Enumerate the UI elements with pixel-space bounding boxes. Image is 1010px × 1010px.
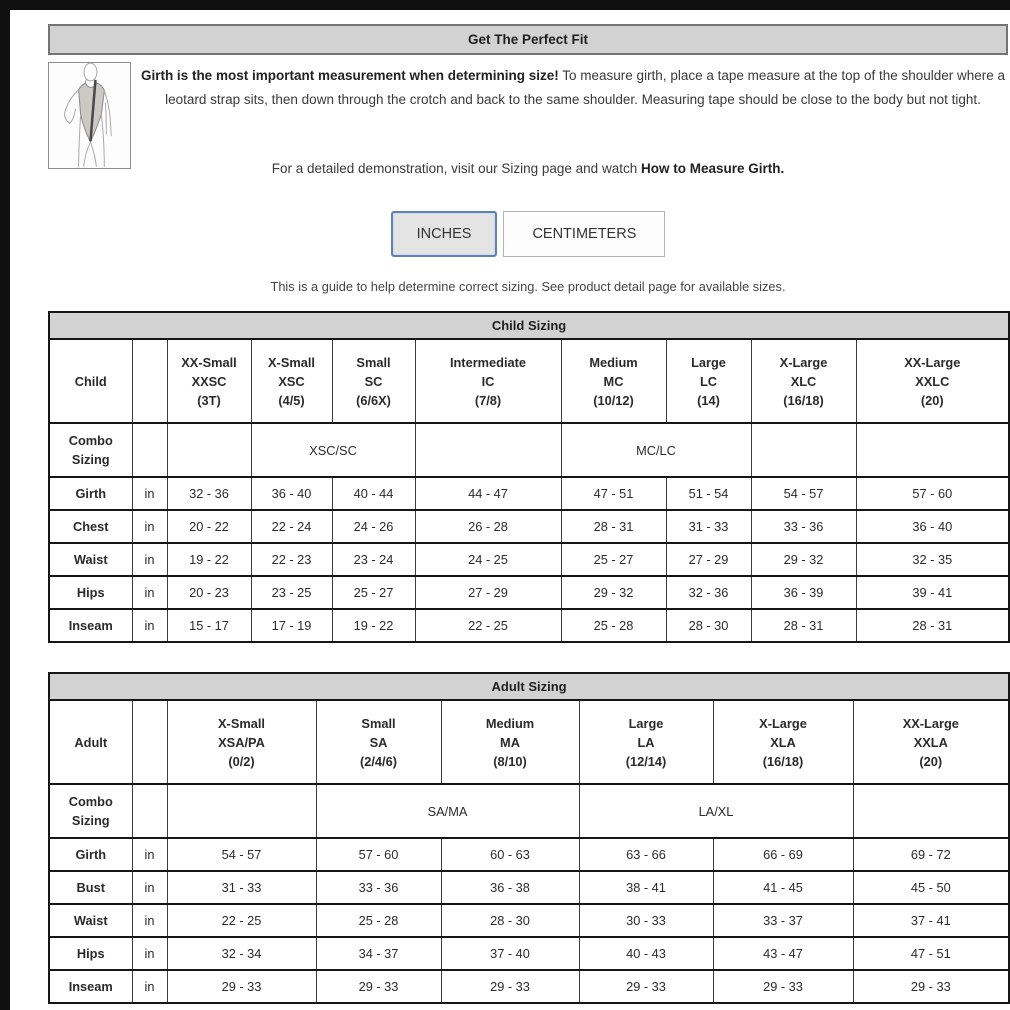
adult-size-header-cell (441, 700, 579, 784)
demo-bold-text: How to Measure Girth. (640, 161, 785, 176)
adult-size-header-line: SA (369, 734, 388, 750)
adult-value-cell: 25 - 28 (316, 904, 441, 937)
child-value-cell: 19 - 22 (332, 609, 415, 642)
adult-value-cell: 69 - 72 (853, 838, 1009, 871)
child-unit-header-cell (132, 339, 167, 423)
adult-size-header-line: XLA (770, 734, 796, 750)
adult-unit-cell: in (132, 871, 167, 904)
adult-size-header-cell (579, 700, 713, 784)
adult-size-header-line: Large (628, 715, 664, 731)
adult-size-header-line: (12/14) (625, 753, 667, 769)
adult-value-cell: 29 - 33 (316, 970, 441, 1003)
child-size-header-line: XSC (278, 373, 305, 389)
child-measurement-label: Hips (49, 576, 132, 609)
child-value-cell: 31 - 33 (666, 510, 751, 543)
child-size-header-cell (666, 339, 751, 423)
adult-size-header-line: XSA/PA (218, 734, 265, 750)
child-value-cell: 25 - 27 (332, 576, 415, 609)
adult-size-header-line: (0/2) (228, 753, 255, 769)
child-size-header-line: Large (691, 354, 726, 370)
adult-measurement-label: Hips (49, 937, 132, 970)
adult-value-cell: 43 - 47 (713, 937, 853, 970)
child-value-cell: 27 - 29 (666, 543, 751, 576)
adult-size-header-line: Medium (485, 715, 535, 731)
child-value-cell: 23 - 24 (332, 543, 415, 576)
child-unit-cell: in (132, 609, 167, 642)
child-combo-label-line: Sizing (71, 452, 110, 467)
child-unit-cell: in (132, 510, 167, 543)
adult-size-header-line: MA (500, 734, 520, 750)
child-size-header-line: (7/8) (474, 392, 502, 408)
centimeters-button[interactable]: CENTIMETERS (503, 211, 665, 257)
child-size-header-line: XXLC (915, 373, 950, 389)
child-value-cell: 25 - 28 (561, 609, 666, 642)
adult-value-cell: 29 - 33 (713, 970, 853, 1003)
child-value-cell: 15 - 17 (167, 609, 251, 642)
child-sizing-table (48, 311, 1010, 643)
adult-value-cell: 29 - 33 (853, 970, 1009, 1003)
child-combo-unit-cell (132, 423, 167, 477)
adult-value-cell: 40 - 43 (579, 937, 713, 970)
child-unit-cell: in (132, 477, 167, 510)
adult-value-cell: 33 - 37 (713, 904, 853, 937)
adult-unit-cell: in (132, 838, 167, 871)
left-border (0, 0, 10, 1010)
sizing-guide-note: This is a guide to help determine correct sizing. See product detail page for available sizes. (270, 279, 786, 294)
child-value-cell: 44 - 47 (415, 477, 561, 510)
child-combo-cell: XSC/SC (251, 423, 415, 477)
adult-value-cell: 36 - 38 (441, 871, 579, 904)
child-size-header-line: XLC (790, 373, 817, 389)
adult-size-header-line: (2/4/6) (360, 753, 397, 769)
adult-value-cell: 38 - 41 (579, 871, 713, 904)
adult-measurement-label: Inseam (49, 970, 132, 1003)
child-size-header-line: Intermediate (449, 354, 527, 370)
adult-value-cell: 66 - 69 (713, 838, 853, 871)
child-value-cell: 32 - 35 (856, 543, 1009, 576)
adult-group-label: Adult (49, 700, 132, 784)
child-value-cell: 54 - 57 (751, 477, 856, 510)
adult-unit-cell: in (132, 904, 167, 937)
child-combo-cell (415, 423, 561, 477)
top-border (0, 0, 1010, 10)
child-size-header-line: LC (699, 373, 718, 389)
child-value-cell: 22 - 25 (415, 609, 561, 642)
child-value-cell: 20 - 22 (167, 510, 251, 543)
adult-size-header-cell (713, 700, 853, 784)
child-value-cell: 28 - 31 (856, 609, 1009, 642)
child-size-header-line: (16/18) (783, 392, 824, 408)
child-value-cell: 23 - 25 (251, 576, 332, 609)
adult-value-cell: 31 - 33 (167, 871, 316, 904)
child-unit-cell: in (132, 543, 167, 576)
adult-sizing-table (48, 672, 1010, 1004)
adult-value-cell: 57 - 60 (316, 838, 441, 871)
adult-combo-label (49, 784, 132, 838)
child-size-header-line: X-Small (268, 354, 315, 370)
adult-combo-cell (167, 784, 316, 838)
child-value-cell: 40 - 44 (332, 477, 415, 510)
child-table-title: Child Sizing (49, 312, 1009, 339)
child-size-header-cell (751, 339, 856, 423)
child-measurement-label: Girth (49, 477, 132, 510)
child-size-header-cell (415, 339, 561, 423)
child-value-cell: 26 - 28 (415, 510, 561, 543)
child-value-cell: 28 - 30 (666, 609, 751, 642)
adult-value-cell: 34 - 37 (316, 937, 441, 970)
adult-unit-cell: in (132, 937, 167, 970)
child-combo-label (49, 423, 132, 477)
child-size-header-cell (856, 339, 1009, 423)
adult-size-header-line: (8/10) (493, 753, 527, 769)
adult-value-cell: 41 - 45 (713, 871, 853, 904)
child-size-header-line: MC (603, 373, 624, 389)
child-combo-cell: MC/LC (561, 423, 751, 477)
child-measurement-label: Chest (49, 510, 132, 543)
adult-size-header-cell (853, 700, 1009, 784)
child-measurement-label: Waist (49, 543, 132, 576)
adult-size-header-line: (20) (919, 753, 943, 769)
child-group-label: Child (49, 339, 132, 423)
adult-size-header-line: X-Small (218, 715, 265, 731)
child-size-header-line: (3T) (197, 392, 221, 408)
child-size-header-line: Medium (589, 354, 638, 370)
adult-measurement-label: Waist (49, 904, 132, 937)
child-value-cell: 22 - 23 (251, 543, 332, 576)
adult-value-cell: 28 - 30 (441, 904, 579, 937)
adult-combo-label-line: Sizing (71, 813, 110, 828)
adult-measurement-label: Girth (49, 838, 132, 871)
child-value-cell: 57 - 60 (856, 477, 1009, 510)
child-value-cell: 24 - 26 (332, 510, 415, 543)
adult-value-cell: 22 - 25 (167, 904, 316, 937)
adult-size-header-line: X-Large (759, 715, 807, 731)
adult-size-header-line: Small (361, 715, 396, 731)
child-size-header-line: XXSC (191, 373, 227, 389)
child-size-header-line: (14) (697, 392, 720, 408)
child-value-cell: 36 - 40 (856, 510, 1009, 543)
child-size-header-line: XX-Large (904, 354, 961, 370)
demo-line (48, 161, 1008, 176)
adult-size-header-line: LA (637, 734, 655, 750)
adult-value-cell: 47 - 51 (853, 937, 1009, 970)
adult-value-cell: 29 - 33 (441, 970, 579, 1003)
adult-size-header-cell (316, 700, 441, 784)
child-value-cell: 20 - 23 (167, 576, 251, 609)
adult-size-header-line: XX-Large (902, 715, 959, 731)
intro-regular-text: To measure girth, place a tape measure at the top of the shoulder where a leotard strap sits, then down through the crotch and back to the same shoulder. Measuring tape should be close to the body but not tight. (165, 68, 1006, 107)
child-value-cell: 25 - 27 (561, 543, 666, 576)
child-value-cell: 28 - 31 (751, 609, 856, 642)
adult-size-header-cell (167, 700, 316, 784)
child-size-header-line: SC (364, 373, 383, 389)
child-combo-cell (167, 423, 251, 477)
adult-value-cell: 37 - 40 (441, 937, 579, 970)
intro-bold-text: Girth is the most important measurement when determining size! (140, 68, 559, 83)
child-value-cell: 36 - 40 (251, 477, 332, 510)
child-combo-cell (856, 423, 1009, 477)
child-size-header-line: XX-Small (181, 354, 237, 370)
child-size-header-line: Small (356, 354, 391, 370)
adult-value-cell: 60 - 63 (441, 838, 579, 871)
child-value-cell: 51 - 54 (666, 477, 751, 510)
adult-combo-cell (853, 784, 1009, 838)
adult-value-cell: 29 - 33 (167, 970, 316, 1003)
child-size-header-line: IC (481, 373, 495, 389)
child-value-cell: 28 - 31 (561, 510, 666, 543)
child-value-cell: 32 - 36 (167, 477, 251, 510)
adult-value-cell: 37 - 41 (853, 904, 1009, 937)
child-size-header-line: (4/5) (278, 392, 305, 408)
child-value-cell: 29 - 32 (561, 576, 666, 609)
child-size-header-line: (10/12) (593, 392, 634, 408)
adult-unit-cell: in (132, 970, 167, 1003)
unit-toggle-group (48, 211, 1008, 257)
child-size-header-line: (6/6X) (356, 392, 391, 408)
adult-combo-cell: SA/MA (316, 784, 579, 838)
child-value-cell: 27 - 29 (415, 576, 561, 609)
adult-value-cell: 54 - 57 (167, 838, 316, 871)
adult-value-cell: 63 - 66 (579, 838, 713, 871)
child-value-cell: 33 - 36 (751, 510, 856, 543)
page-title-bar (48, 24, 1008, 55)
adult-combo-cell: LA/XL (579, 784, 853, 838)
adult-size-header-line: XXLA (913, 734, 948, 750)
adult-table-title: Adult Sizing (49, 673, 1009, 700)
child-value-cell: 24 - 25 (415, 543, 561, 576)
child-value-cell: 32 - 36 (666, 576, 751, 609)
leotard-girth-figure-icon (48, 62, 131, 169)
child-size-header-cell (251, 339, 332, 423)
child-combo-cell (751, 423, 856, 477)
inches-button[interactable]: INCHES (391, 211, 498, 257)
adult-value-cell: 32 - 34 (167, 937, 316, 970)
adult-value-cell: 30 - 33 (579, 904, 713, 937)
adult-combo-unit-cell (132, 784, 167, 838)
child-value-cell: 36 - 39 (751, 576, 856, 609)
girth-intro-paragraph (140, 64, 1006, 112)
child-value-cell: 47 - 51 (561, 477, 666, 510)
child-size-header-line: (20) (920, 392, 944, 408)
adult-measurement-label: Bust (49, 871, 132, 904)
child-value-cell: 29 - 32 (751, 543, 856, 576)
adult-unit-header-cell (132, 700, 167, 784)
adult-value-cell: 29 - 33 (579, 970, 713, 1003)
child-value-cell: 19 - 22 (167, 543, 251, 576)
child-value-cell: 22 - 24 (251, 510, 332, 543)
demo-prefix-text: For a detailed demonstration, visit our Sizing page and watch (271, 161, 641, 176)
child-size-header-cell (332, 339, 415, 423)
child-combo-label-line: Combo (68, 433, 113, 448)
child-value-cell: 39 - 41 (856, 576, 1009, 609)
child-size-header-line: X-Large (779, 354, 828, 370)
child-measurement-label: Inseam (49, 609, 132, 642)
child-unit-cell: in (132, 576, 167, 609)
adult-value-cell: 45 - 50 (853, 871, 1009, 904)
child-size-header-cell (167, 339, 251, 423)
adult-combo-label-line: Combo (68, 794, 113, 809)
child-value-cell: 17 - 19 (251, 609, 332, 642)
adult-value-cell: 33 - 36 (316, 871, 441, 904)
adult-size-header-line: (16/18) (762, 753, 804, 769)
child-size-header-cell (561, 339, 666, 423)
page-title: Get The Perfect Fit (467, 32, 589, 47)
